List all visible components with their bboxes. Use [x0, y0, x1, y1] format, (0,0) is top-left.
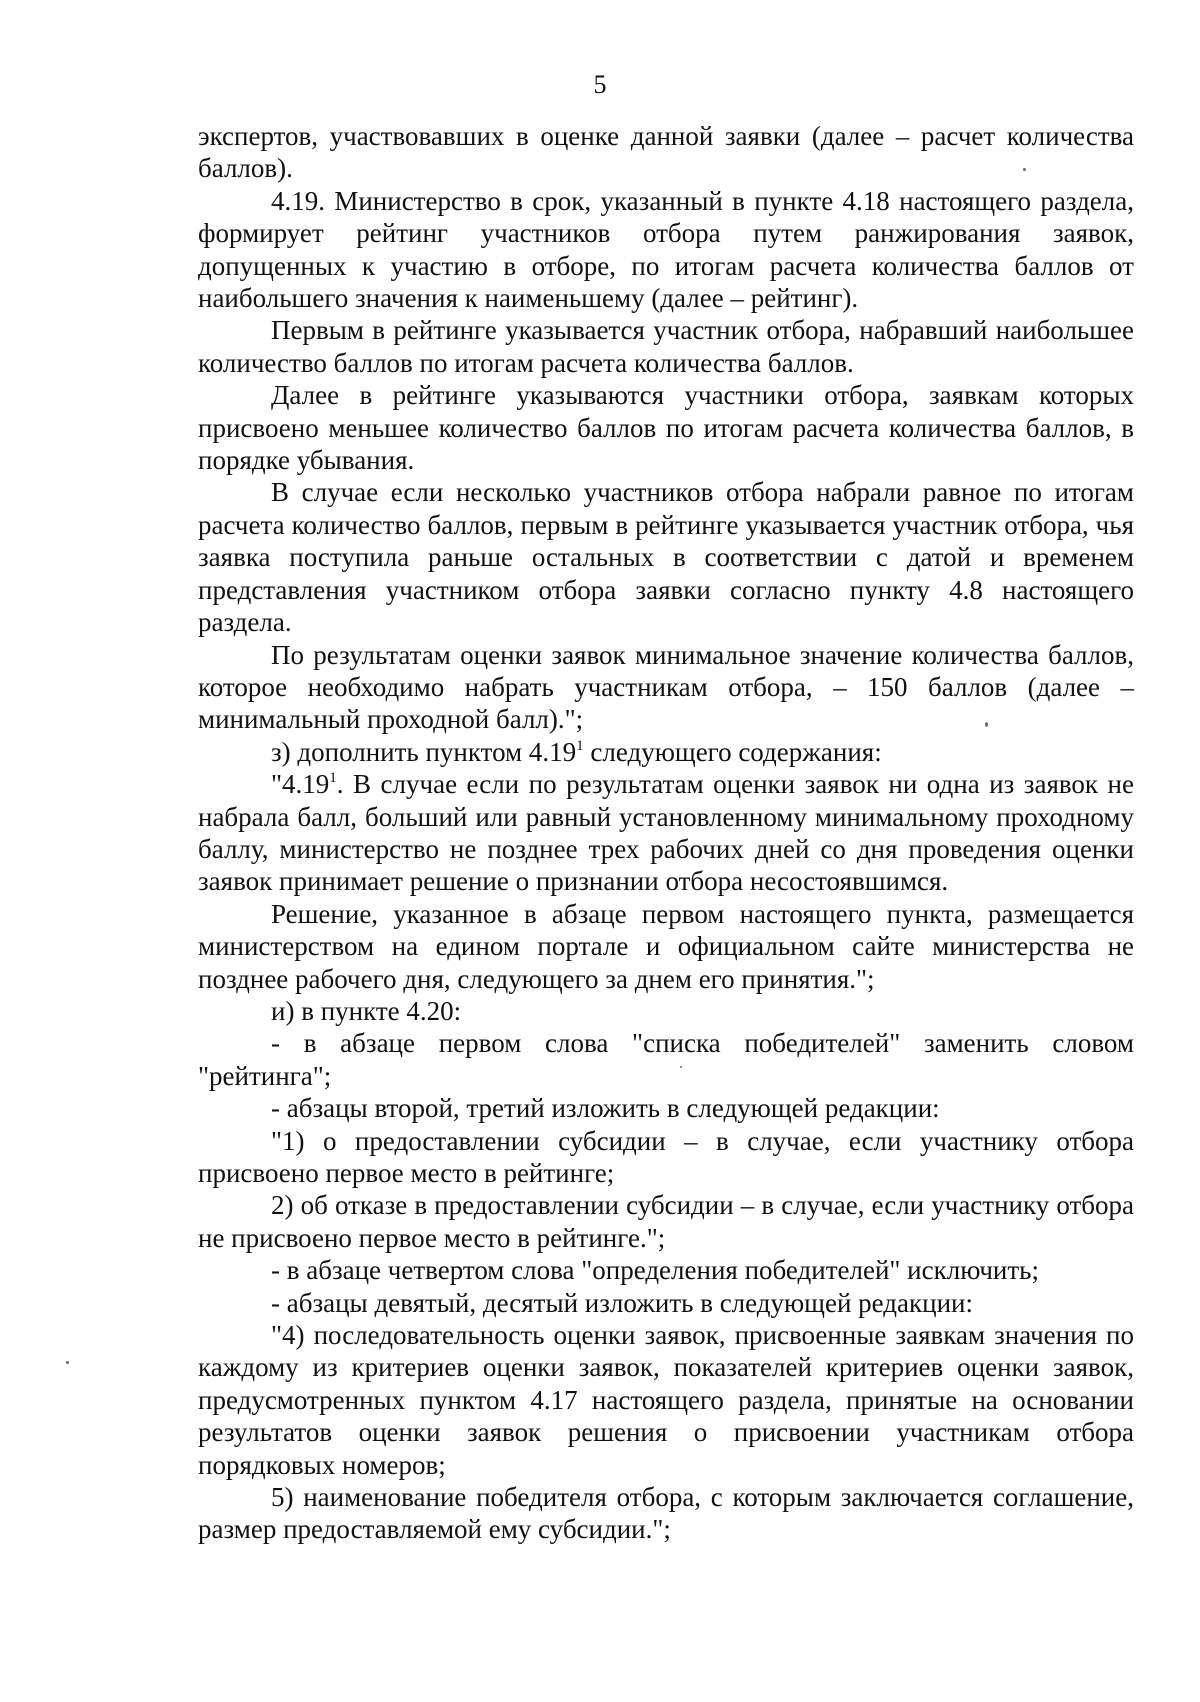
- paragraph: - абзацы второй, третий изложить в следующей редакции:: [271, 1093, 940, 1124]
- paragraph: Первым в рейтинге указывается участник отбора, набравший наибольшее количество баллов по итогам расчета количества баллов.: [198, 315, 1134, 378]
- paragraph: - абзацы девятый, десятый изложить в следующей редакции:: [271, 1287, 973, 1318]
- paragraph: 5) наименование победителя отбора, с которым заключается соглашение, размер предоставляемой ему субсидии.";: [198, 1482, 1134, 1545]
- paragraph-text: следующего содержания:: [583, 736, 882, 767]
- scan-speck: [1023, 168, 1026, 171]
- paragraph-text: "4.19: [271, 769, 330, 800]
- page-number: 5: [593, 70, 607, 99]
- paragraph: "4) последовательность оценки заявок, присвоенные заявкам значения по каждому из критериев оценки заявок, показателей критериев оценки заявок, предусмотренных пунктом 4.17 настоящего раздела, принятые на основании результатов оценки заявок решения о присвоении участникам отбора порядковых номеров;: [198, 1320, 1134, 1480]
- scan-speck: [680, 1066, 682, 1068]
- paragraph-4-19-1: [198, 768, 1134, 898]
- superscript: 1: [576, 737, 584, 754]
- paragraph-amendment-z: [198, 736, 1134, 768]
- paragraph: Решение, указанное в абзаце первом настоящего пункта, размещается министерством на едином портале и официальном сайте министерства не позднее рабочего дня, следующего за днем его принятия.";: [198, 898, 1134, 994]
- paragraph: По результатам оценки заявок минимальное значение количества баллов, которое необходимо набрать участникам отбора, – 150 баллов (далее – минимальный проходной балл).";: [198, 639, 1134, 735]
- paragraph-text: з) дополнить пунктом 4.19: [271, 736, 577, 767]
- paragraph-text: . В случае если по результатам оценки заявок ни одна из заявок не набрала балл, больший или равный установленному минимальному проходному баллу, министерство не позднее трех рабочих дней со дня проведения оценки заявок принимает решение о признании отбора несостоявшимся.: [198, 769, 1134, 897]
- paragraph: - в абзаце первом слова "списка победителей" заменить словом "рейтинга";: [198, 1028, 1134, 1091]
- paragraph: 2) об отказе в предоставлении субсидии – в случае, если участнику отбора не присвоено первое место в рейтинге.";: [198, 1190, 1134, 1253]
- paragraph: Далее в рейтинге указываются участники отбора, заявкам которых присвоено меньшее количество баллов по итогам расчета количества баллов, в порядке убывания.: [198, 380, 1134, 476]
- superscript: 1: [329, 770, 337, 787]
- paragraph: - в абзаце четвертом слова "определения победителей" исключить;: [271, 1255, 1039, 1286]
- scan-speck: [985, 722, 988, 727]
- paragraph-4-19: 4.19. Министерство в срок, указанный в пункте 4.18 настоящего раздела, формирует рейтинг участников отбора путем ранжирования заявок, допущенных к участию в отборе, по итогам расчета количества баллов от наибольшего значения к наименьшему (далее – рейтинг).: [198, 185, 1134, 314]
- document-text: [198, 120, 1134, 1546]
- scan-speck: [66, 1361, 69, 1364]
- paragraph: В случае если несколько участников отбора набрали равное по итогам расчета количество баллов, первым в рейтинге указывается участник отбора, чья заявка поступила раньше остальных в соответствии с датой и временем представления участником отбора заявки согласно пункту 4.8 настоящего раздела.: [198, 477, 1134, 638]
- paragraph-amendment-i: и) в пункте 4.20:: [271, 995, 462, 1026]
- paragraph: "1) о предоставлении субсидии – в случае, если участнику отбора присвоено первое место в рейтинге;: [198, 1125, 1134, 1188]
- paragraph: экспертов, участвовавших в оценке данной заявки (далее – расчет количества баллов).: [198, 121, 1134, 184]
